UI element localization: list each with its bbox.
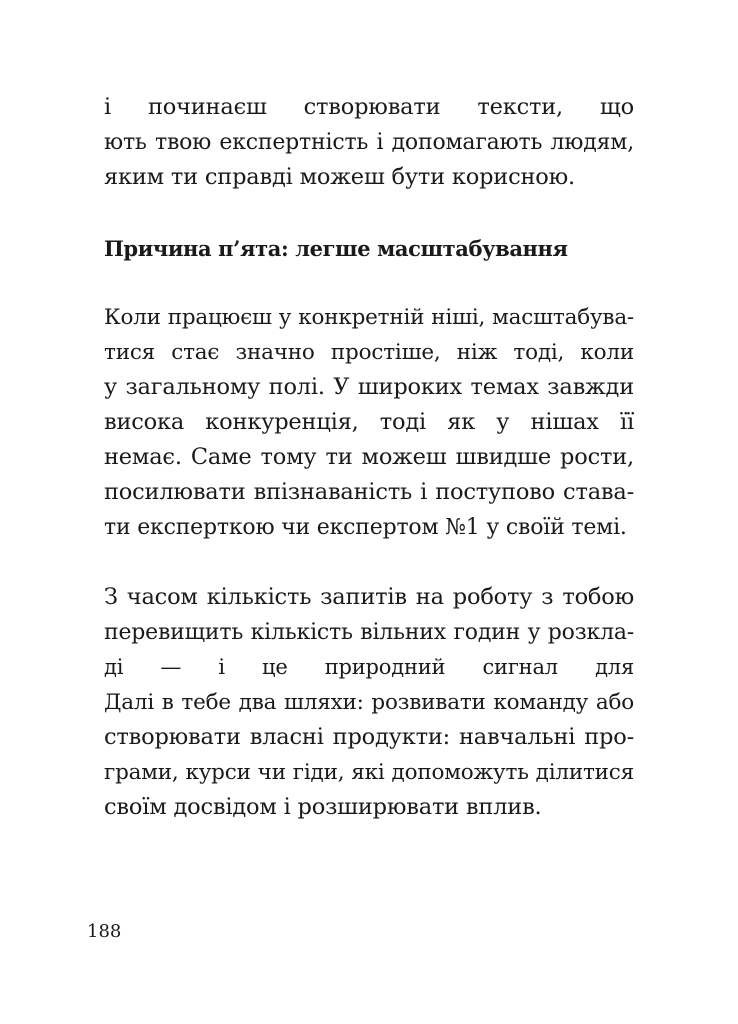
text-line: тися стає значно простіше, ніж тоді, коли xyxy=(104,340,634,365)
text-line: і починаєш створювати тексти, що xyxy=(104,94,634,120)
text-line: З часом кількість запитів на роботу з тобою xyxy=(104,584,634,610)
text-line: ді — і це природний сигнал для xyxy=(104,655,634,679)
text-line: Далі в тебе два шляхи: розвивати команду або xyxy=(104,690,634,715)
text-line: грами, курси чи гіди, які допоможуть ділитися xyxy=(104,760,634,785)
text-line: яким ти справді можеш бути корисною. xyxy=(104,164,575,190)
paragraph-continuation xyxy=(104,90,634,195)
text-line: Коли працюєш у конкретній ніші, масштабува- xyxy=(104,305,634,330)
page-number: 188 xyxy=(87,921,122,942)
section-heading: Причина п’ята: легше масштабування xyxy=(104,236,568,261)
text-line: ти експерткою чи експертом №1 у своїй темі. xyxy=(104,515,627,540)
paragraph-niche xyxy=(104,300,634,545)
paragraph-scaling xyxy=(104,580,634,825)
text-line: у загальному полі. У широких темах завжди xyxy=(104,374,634,400)
text-line: немає. Саме тому ти можеш швидше рости, xyxy=(104,444,634,470)
text-line: своїм досвідом і розширювати вплив. xyxy=(104,794,542,820)
text-line: висока конкуренція, тоді як у нішах її xyxy=(104,409,634,435)
text-line: ють твою експертність і допомагають людям, xyxy=(104,130,634,155)
text-line: перевищить кількість вільних годин у розкла- xyxy=(104,620,634,645)
text-line: створювати власні продукти: навчальні про- xyxy=(104,724,634,750)
text-line: посилювати впізнаваність і поступово става- xyxy=(104,479,634,505)
